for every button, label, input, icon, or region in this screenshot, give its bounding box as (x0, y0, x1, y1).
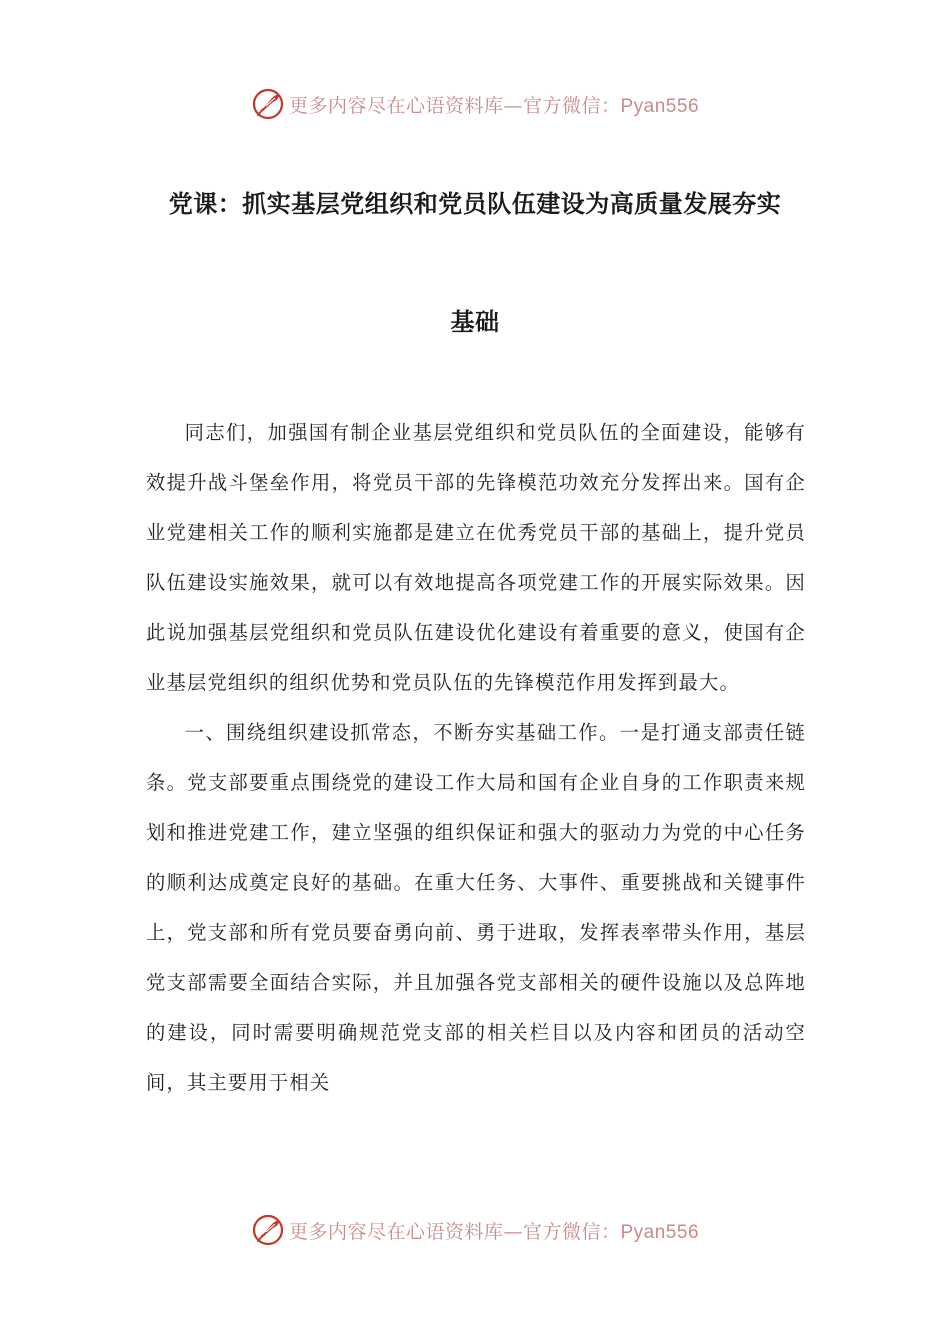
document-title-line1: 党课：抓实基层党组织和党员队伍建设为高质量发展夯实 (168, 190, 782, 218)
footer-wechat-id: Pyan556 (620, 1221, 700, 1243)
header-banner-text: 更多内容尽在心语资料库—官方微信：Pyan556 (288, 94, 700, 117)
quill-logo-icon (251, 1213, 285, 1247)
footer-banner (0, 1210, 950, 1250)
quill-logo-icon (251, 87, 285, 121)
paragraph-1: 同志们，加强国有制企业基层党组织和党员队伍的全面建设，能够有效提升战斗堡垒作用，将党员干部的先锋模范功效充分发挥出来。国有企业党建相关工作的顺利实施都是建立在优秀党员干部的基础上，提升党员队伍建设实施效果，就可以有效地提高各项党建工作的开展实际效果。因此说加强基层党组织和党员队伍建设优化建设有着重要的意义，使国有企业基层党组织的组织优势和党员队伍的先锋模范作用发挥到最大。 (146, 421, 806, 694)
document-body (146, 408, 806, 1108)
header-wechat-id: Pyan556 (620, 95, 700, 117)
paragraph-2: 一、围绕组织建设抓常态，不断夯实基础工作。一是打通支部责任链条。党支部要重点围绕党的建设工作大局和国有企业自身的工作职责来规划和推进党建工作，建立坚强的组织保证和强大的驱动力为党的中心任务的顺利达成奠定良好的基础。在重大任务、大事件、重要挑战和关键事件上，党支部和所有党员要奋勇向前、勇于进取，发挥表率带头作用，基层党支部需要全面结合实际，并且加强各党支部相关的硬件设施以及总阵地的建设，同时需要明确规范党支部的相关栏目以及内容和团员的活动空间，其主要用于相关 (146, 721, 806, 1094)
document-title-line2: 基础 (450, 308, 500, 336)
footer-banner-text: 更多内容尽在心语资料库—官方微信：Pyan556 (288, 1220, 700, 1243)
header-banner (0, 84, 950, 124)
